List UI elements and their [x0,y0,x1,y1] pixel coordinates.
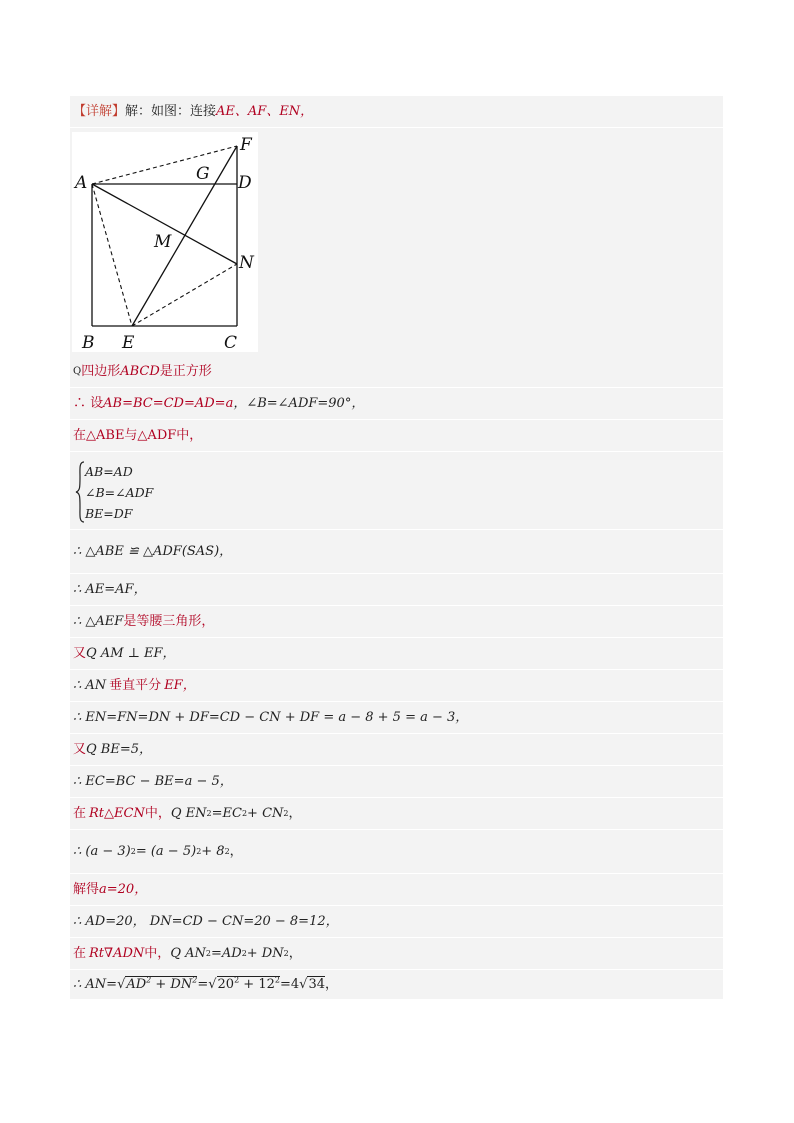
line-let [70,388,723,420]
line-en [70,702,723,734]
line-perpendicular [70,638,723,670]
an-a: ∴ AN= [73,976,118,992]
bisector-text: 垂直平分 [109,677,162,693]
bisector-math: ∴ AN [73,677,107,693]
line-bisector [70,670,723,702]
line-ec [70,766,723,798]
be-pre: 又 [73,741,87,757]
line-congruent [70,530,723,574]
an-f: + 12 [239,977,275,992]
ae-af-text: ∴ AE=AF， [73,581,147,597]
eqn-c: + 8 [201,843,225,859]
ec-text: ∴ EC=BC − BE=a − 5， [73,773,233,789]
line-ad-dn [70,906,723,938]
line-square [70,356,723,388]
sqrt-icon: √ [117,976,126,992]
square-post: 是正方形 [159,363,212,379]
geometry-figure [72,132,258,352]
p1-mid: 中， [144,805,171,821]
let-pre: ∴ 设 [73,395,104,411]
p2-end: ， [288,945,302,961]
p2-math4: + DN [246,945,284,961]
p2-pre: 在 [73,945,87,961]
p1-math4: + CN [247,805,284,821]
label-B: B [82,333,95,352]
p2-math1: Rt∇ADN [89,945,145,961]
sq: 2 [192,975,198,985]
line-intro [70,96,723,128]
line-ae-af [70,574,723,606]
line-isosceles [70,606,723,638]
line-equation: ∴ (a − 3) 2 = (a − 5) 2 + 8 2 ， [70,830,723,874]
solve-text: 解得 [73,881,100,897]
line-solve [70,874,723,906]
congruent-text: ∴ △ABE ≌ △ADF(SAS)， [73,543,233,559]
solution-panel [70,96,723,1000]
in-triangles-text: 在△ABE与△ADF中， [73,427,203,443]
because-mark: Q [73,365,82,377]
intro-text: 解：如图：连接 [125,103,217,119]
sqrt-icon: √ [208,976,217,992]
p2-mid: 中， [144,945,171,961]
an-c: + DN [151,977,193,992]
square-math: ABCD [120,363,160,379]
bisector-end: EF， [164,677,196,693]
sqrt-expr-1 [125,976,197,993]
detail-tag: 【详解】 [73,103,126,119]
let-post: ，∠B=∠ADF=90°， [233,395,365,411]
isosceles-text: 是等腰三角形， [123,613,215,629]
label-A: A [75,173,88,193]
line-in-triangles [70,420,723,452]
sq: 2 [146,975,152,985]
line-pythag1: 在 Rt△ECN 中， Q EN 2 =EC 2 + CN 2 ， [70,798,723,830]
label-F: F [240,135,252,155]
line-pythag2: 在 Rt∇ADN 中， Q AN 2 =AD 2 + DN 2 ， [70,938,723,970]
intro-math: AE、AF、EN， [216,103,314,119]
square-text: 四边形 [81,363,121,379]
eqn-end: ， [229,843,243,859]
label-D: D [238,173,252,193]
line-be [70,734,723,766]
perp-math: Q AM ⊥ EF， [86,645,176,661]
an-g: =4 [279,976,300,992]
sqrt-expr-2 [217,976,280,993]
p1-math1: Rt△ECN [89,805,145,821]
solve-math: a=20， [99,881,148,897]
label-C: C [224,333,238,352]
eqn-a: ∴ (a − 3) [73,843,131,859]
eq-angle: ∠B=∠ADF [85,484,154,500]
line-an [70,970,723,1000]
an-d: = [197,976,209,992]
be-math: Q BE=5， [86,741,153,757]
p2-math3: =AD [210,945,242,961]
en-text: ∴ EN=FN=DN + DF=CD − CN + DF = a − 8 + 5 = a − 3， [73,709,469,725]
label-M: M [154,232,172,252]
an-h: 34 [308,977,325,992]
isosceles-math: ∴ △AEF [73,613,124,629]
p1-end: ， [288,805,302,821]
ad-dn-text: ∴ AD=20， DN=CD − CN=20 − 8=12， [73,913,339,929]
sq: 2 [274,975,280,985]
let-math: AB=BC=CD=AD=a [103,395,234,411]
an-e: 20 [217,977,235,992]
eq-ab-ad: AB=AD [85,463,133,479]
sq: 2 [234,975,240,985]
p1-math2: Q EN [170,805,207,821]
an-end: ， [324,976,338,992]
label-N: N [239,253,254,273]
p2-math2: Q AN [170,945,206,961]
p1-pre: 在 [73,805,87,821]
brace-icon [75,461,85,523]
label-E: E [122,333,135,352]
line-system [70,452,723,530]
eqn-b: = (a − 5) [135,843,197,859]
eq-be-df: BE=DF [85,505,133,521]
sqrt-icon: √ [299,976,308,992]
p1-math3: =EC [211,805,242,821]
label-G: G [196,164,210,184]
perp-pre: 又 [73,645,87,661]
an-b: AD [126,977,147,992]
